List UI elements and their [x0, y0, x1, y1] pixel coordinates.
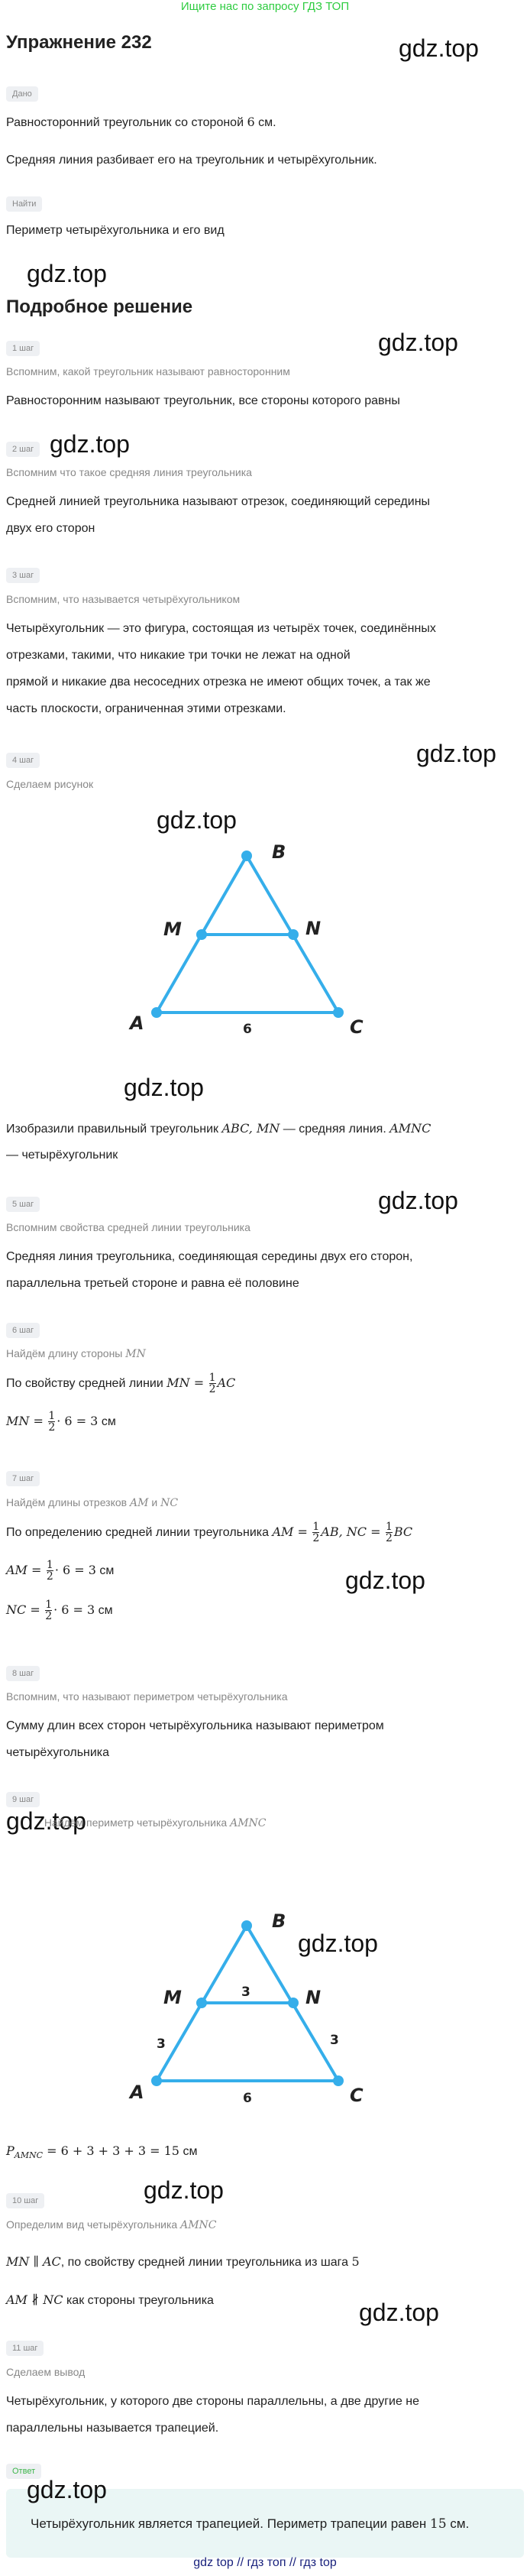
step-5-text-2: параллельна третьей стороне и равна её половине — [6, 1277, 299, 1290]
watermark: gdz.top — [378, 1187, 458, 1214]
watermark: gdz.top — [399, 34, 479, 62]
watermark: gdz.top — [144, 2176, 224, 2204]
watermark: gdz.top — [378, 329, 458, 356]
find-chip: Найти — [6, 196, 42, 212]
page-title: Упражнение 232 — [6, 32, 152, 53]
step-11-hint: Сделаем вывод — [6, 2366, 86, 2378]
watermark: gdz.top — [27, 260, 107, 287]
step-6-chip: 6 шаг — [6, 1323, 40, 1338]
given-chip: Дано — [6, 86, 38, 102]
step-10-line-2: AM ∦ NC как стороны треугольника — [6, 2292, 214, 2307]
step-11-text-1: Четырёхугольник, у которого две стороны параллельны, а две другие не — [6, 2395, 420, 2408]
step-5-chip: 5 шаг — [6, 1197, 40, 1212]
given-line-1: Равносторонний треугольник со стороной 6 см. — [6, 115, 276, 129]
label-base: 6 — [243, 2091, 252, 2106]
step-9-hint: Найдём периметр четырёхугольника AMNC — [44, 1816, 267, 1829]
solution-heading: Подробное решение — [6, 296, 193, 317]
step-2-text-1: Средней линией треугольника называют отрезок, соединяющий середины — [6, 495, 431, 508]
step-4-hint: Сделаем рисунок — [6, 778, 94, 790]
step-9-eq: $P_{AMNC} = 6 + 3 + 3 + 3 = 15$ см — [6, 2143, 198, 2161]
top-search-link[interactable]: Ищите нас по запросу ГДЗ ТОП — [180, 0, 350, 13]
label-right: 3 — [330, 2033, 339, 2048]
answer-text: Четырёхугольник является трапецией. Периметр трапеции равен 15 см. — [31, 2516, 470, 2532]
watermark: gdz.top — [6, 1807, 86, 1835]
label-left: 3 — [157, 2036, 166, 2052]
step-7-eq-2: AM = $\frac{1}{2}$ · 6 = 3 см — [6, 1559, 115, 1583]
label-C: C — [350, 1016, 364, 1038]
step-5-hint: Вспомним свойства средней линии треугольника — [6, 1221, 250, 1233]
label-A: A — [130, 1013, 144, 1034]
watermark: gdz.top — [157, 806, 237, 834]
step-10-hint: Определим вид четырёхугольника AMNC — [6, 2218, 217, 2231]
step-5-text-1: Средняя линия треугольника, соединяющая середины двух его сторон, — [6, 1250, 413, 1263]
step-11-chip: 11 шаг — [6, 2341, 44, 2356]
watermark: gdz.top — [50, 430, 130, 458]
label-N: N — [305, 1987, 322, 2008]
label-mid: 3 — [241, 1985, 250, 2000]
step-8-chip: 8 шаг — [6, 1666, 40, 1681]
label-C: C — [350, 2085, 364, 2106]
step-1-hint: Вспомним, какой треугольник называют равносторонним — [6, 365, 290, 377]
watermark: gdz.top — [359, 2299, 439, 2326]
step-4-chip: 4 шаг — [6, 753, 40, 768]
step-8-hint: Вспомним, что называют периметром четырёхугольника — [6, 1690, 288, 1703]
label-B: B — [272, 1910, 286, 1932]
step-7-eq-1: По определению средней линии треугольника AM = $\frac{1}{2}$ AB, NC = $\frac{1}{2}$ BC — [6, 1521, 413, 1545]
step-7-eq-3: NC = $\frac{1}{2}$ · 6 = 3 см — [6, 1599, 113, 1623]
label-B: B — [272, 841, 286, 863]
step-2-text-2: двух его сторон — [6, 522, 95, 535]
footer-links[interactable]: gdz top // гдз топ // гдз top — [193, 2556, 337, 2569]
step-4-text-1: Изобразили правильный треугольник ABC, MN — средняя линия. AMNC — [6, 1121, 431, 1136]
step-9-chip: 9 шаг — [6, 1792, 40, 1807]
step-1-chip: 1 шаг — [6, 341, 40, 356]
step-10-chip: 10 шаг — [6, 2193, 44, 2208]
label-N: N — [305, 918, 322, 939]
step-3-text-1: Четырёхугольник — это фигура, состоящая из четырёх точек, соединённых — [6, 622, 436, 635]
label-base: 6 — [243, 1022, 252, 1037]
find-line: Периметр четырёхугольника и его вид — [6, 224, 225, 237]
step-2-hint: Вспомним что такое средняя линия треугольника — [6, 466, 252, 478]
step-3-text-2: отрезками, такими, что никакие три точки не лежат на одной — [6, 649, 351, 662]
watermark: gdz.top — [416, 740, 496, 767]
given-line-2: Средняя линия разбивает его на треугольник и четырёхугольник. — [6, 154, 377, 167]
answer-chip: Ответ — [6, 2464, 41, 2479]
step-6-eq-2: MN = $\frac{1}{2}$ · 6 = 3 см — [6, 1410, 116, 1434]
step-6-hint: Найдём длину стороны MN — [6, 1347, 146, 1360]
step-4-text-2: — четырёхугольник — [6, 1149, 118, 1162]
watermark: gdz.top — [27, 2476, 107, 2503]
watermark: gdz.top — [298, 1930, 378, 1957]
label-M: M — [163, 1987, 182, 2008]
step-11-text-2: параллельны называется трапецией. — [6, 2422, 219, 2435]
step-10-line-1: MN ∥ AC, по свойству средней линии треугольника из шага 5 — [6, 2254, 360, 2269]
step-8-text-1: Сумму длин всех сторон четырёхугольника называют периметром — [6, 1719, 384, 1732]
step-3-chip: 3 шаг — [6, 568, 40, 583]
step-2-chip: 2 шаг — [6, 442, 40, 457]
step-6-eq-1: По свойству средней линии MN = $\frac{1}{2}$ AC — [6, 1372, 236, 1396]
label-A: A — [130, 2082, 144, 2103]
step-3-hint: Вспомним, что называется четырёхугольником — [6, 593, 241, 605]
watermark: gdz.top — [124, 1074, 204, 1101]
label-M: M — [163, 919, 182, 940]
step-3-text-4: часть плоскости, ограниченная этими отрезками. — [6, 702, 286, 715]
step-1-text: Равносторонним называют треугольник, все стороны которого равны — [6, 394, 400, 407]
step-7-hint: Найдём длины отрезков AM и NC — [6, 1496, 179, 1509]
step-8-text-2: четырёхугольника — [6, 1746, 110, 1759]
step-7-chip: 7 шаг — [6, 1471, 40, 1486]
watermark: gdz.top — [345, 1567, 425, 1594]
step-3-text-3: прямой и никакие два несоседних отрезка не имеют общих точек, а так же — [6, 676, 431, 689]
